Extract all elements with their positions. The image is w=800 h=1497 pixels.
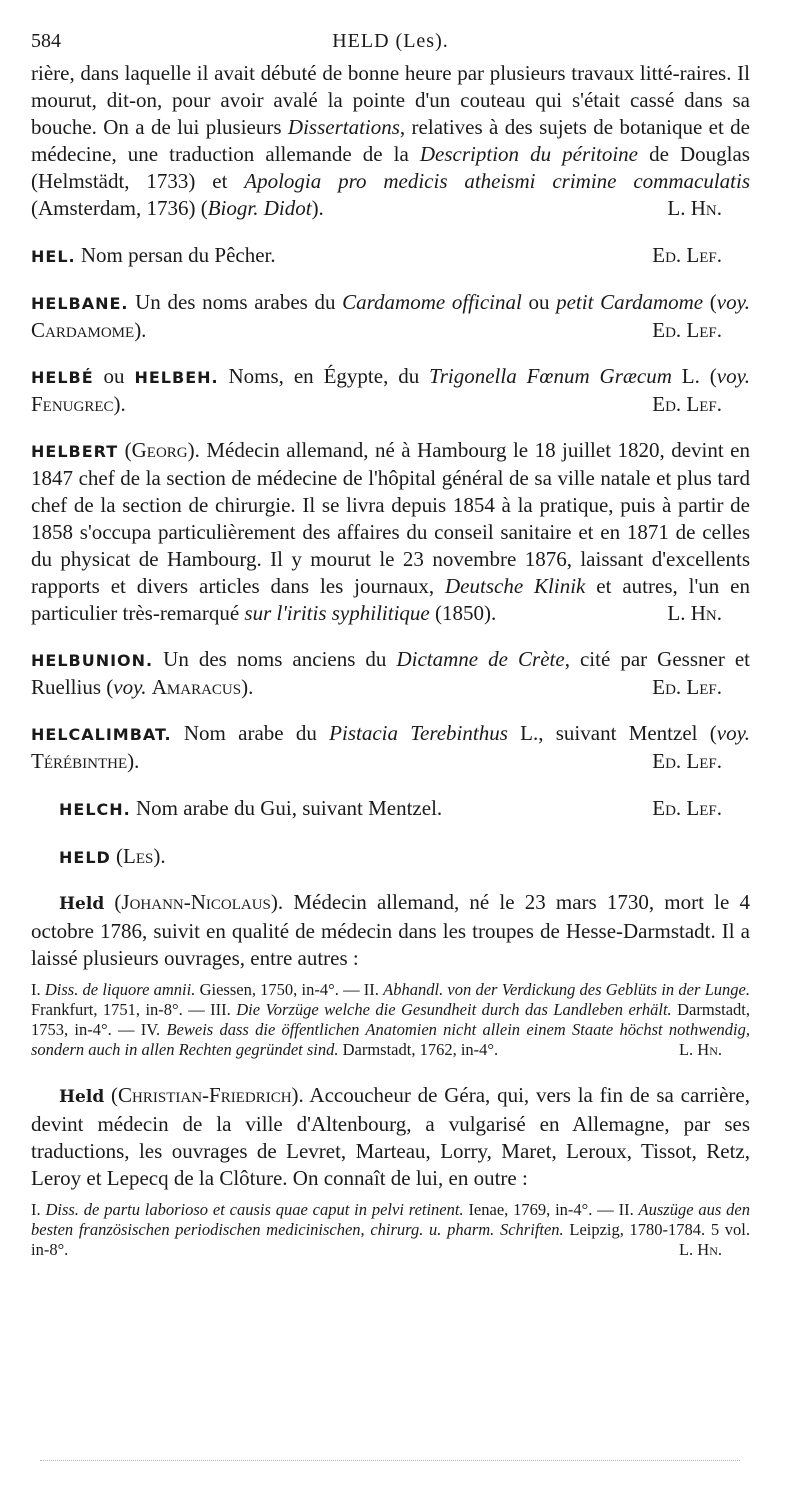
headword: HEL. bbox=[31, 247, 76, 266]
entry-continuation: rière, dans laquelle il avait débuté de bonne heure par plusieurs travaux litté-raires. Il mourut, dit-on, pour avoir avalé la pointe d'un couteau qui s'était cassé dans sa bouche. On a de lui plusieurs Dissertations, relatives à des sujets de botanique et de médecine, une traduction allemande de la Description du péritoine de Douglas (Helmstädt, 1733) et Apologia pro medicis atheismi crimine commaculatis (Amsterdam, 1736) (Biogr. Didot). L. Hn. bbox=[31, 61, 751, 220]
running-head bbox=[31, 30, 750, 60]
signature: Ed. Lef. bbox=[652, 243, 722, 267]
page-number: 584 bbox=[31, 30, 61, 52]
entry-helbe: HELBÉ ou HELBEH. Noms, en Égypte, du Trigonella Fœnum Græcum L. (voy. Fenugrec). Ed. Lef. bbox=[31, 364, 750, 416]
entry-held-christian-friedrich: Held (Christian-Friedrich). Accoucheur de Géra, qui, vers la fin de sa carrière, devint médecin de la ville d'Altenbourg, a vulgarisé en Allemagne, par ses traductions, les ouvrages de Levret, Marteau, Lorry, Maret, Leroux, Tissot, Retz, Leroy et Lepecq de la Clôture. On connaît de lui, en outre : bbox=[31, 1083, 750, 1190]
entry-helbunion: HELBUNION. Un des noms anciens du Dictamne de Crète, cité par Gessner et Ruellius (voy. Amaracus). Ed. Lef. bbox=[31, 647, 751, 699]
signature: L. Hn. bbox=[678, 1240, 722, 1259]
footer-dotted-rule bbox=[40, 1460, 740, 1461]
entry-hel: HEL. Nom persan du Pêcher. Ed. Lef. bbox=[31, 243, 722, 267]
headword: HELBERT bbox=[31, 442, 119, 461]
headword: HELCALIMBAT. bbox=[31, 725, 172, 744]
signature: L. Hn. bbox=[667, 196, 722, 220]
section-heading-held: HELD (Les). bbox=[59, 844, 166, 868]
entry-helbane: HELBANE. Un des noms arabes du Cardamome officinal ou petit Cardamome (voy. Cardamome). Ed. Lef. bbox=[31, 290, 750, 342]
entry-held-johann-nicolaus: Held (Johann-Nicolaus). Médecin allemand, né le 23 mars 1730, mort le 4 octobre 1786, suivit en qualité de médecin dans les troupes de Hesse-Darmstadt. Il a laissé plusieurs ouvrages, entre autres : bbox=[31, 890, 750, 970]
signature: Ed. Lef. bbox=[652, 318, 722, 342]
bibliography-held-johann-nicolaus: I. Diss. de liquore amnii. Giessen, 1750, in-4°. — II. Abhandl. von der Verdickung des Geblüts in der Lunge. Frankfurt, 1751, in-8°. — III. Die Vorzüge welche die Gesundheit durch das Landleben erhält. Darmstadt, 1753, in-4°. — IV. Beweis dass die öffentlichen Anatomien nicht allein einem Staate höchst nothwendig, sondern auch in allen Rechten gegründet sind. Darmstadt, 1762, in-4°. L. Hn. bbox=[31, 980, 751, 1059]
person-name: Held bbox=[59, 894, 105, 914]
signature: Ed. Lef. bbox=[652, 796, 722, 820]
headword: HELCH. bbox=[59, 800, 131, 819]
entry-helch: HELCH. Nom arabe du Gui, suivant Mentzel. Ed. Lef. bbox=[59, 796, 722, 820]
headword: HELBUNION. bbox=[31, 651, 154, 670]
signature: Ed. Lef. bbox=[652, 749, 722, 773]
entry-helcalimbat: HELCALIMBAT. Nom arabe du Pistacia Terebinthus L., suivant Mentzel (voy. Térébinthe). Ed. Lef. bbox=[31, 721, 750, 773]
headword: HELBEH. bbox=[134, 368, 219, 387]
signature: Ed. Lef. bbox=[652, 675, 722, 699]
signature: L. Hn. bbox=[678, 1040, 722, 1059]
bibliography-held-christian-friedrich: I. Diss. de partu laborioso et causis quae caput in pelvi retinent. Ienae, 1769, in-4°. — II. Auszüge aus den besten französischen periodischen medicinischen, chirurg. u. pharm. Schriften. Leipzig, 1780-1784. 5 vol. in-8°. L. Hn. bbox=[31, 1200, 750, 1259]
person-name: Held bbox=[59, 1087, 105, 1107]
signature: Ed. Lef. bbox=[652, 392, 722, 416]
signature: L. Hn. bbox=[667, 601, 722, 625]
headword: HELBÉ bbox=[31, 368, 94, 387]
entry-helbert: HELBERT (Georg). Médecin allemand, né à Hambourg le 18 juillet 1820, devint en 1847 chef de la section de médecine de l'hôpital général de sa ville natale et plus tard chef de la section de chirurgie. Il se livra depuis 1854 à la pratique, puis à partir de 1858 s'occupa particulièrement des affaires du conseil sanitaire et en 1871 de celles du physicat de Hambourg. Il y mourut le 23 novembre 1876, laissant d'excellents rapports et divers articles dans les journaux, Deutsche Klinik et autres, l'un en particulier très-remarqué sur l'iritis syphilitique (1850). L. Hn. bbox=[31, 438, 750, 625]
headword: HELD bbox=[59, 848, 111, 867]
headword: HELBANE. bbox=[31, 294, 129, 313]
running-title: HELD (Les). bbox=[332, 30, 449, 52]
